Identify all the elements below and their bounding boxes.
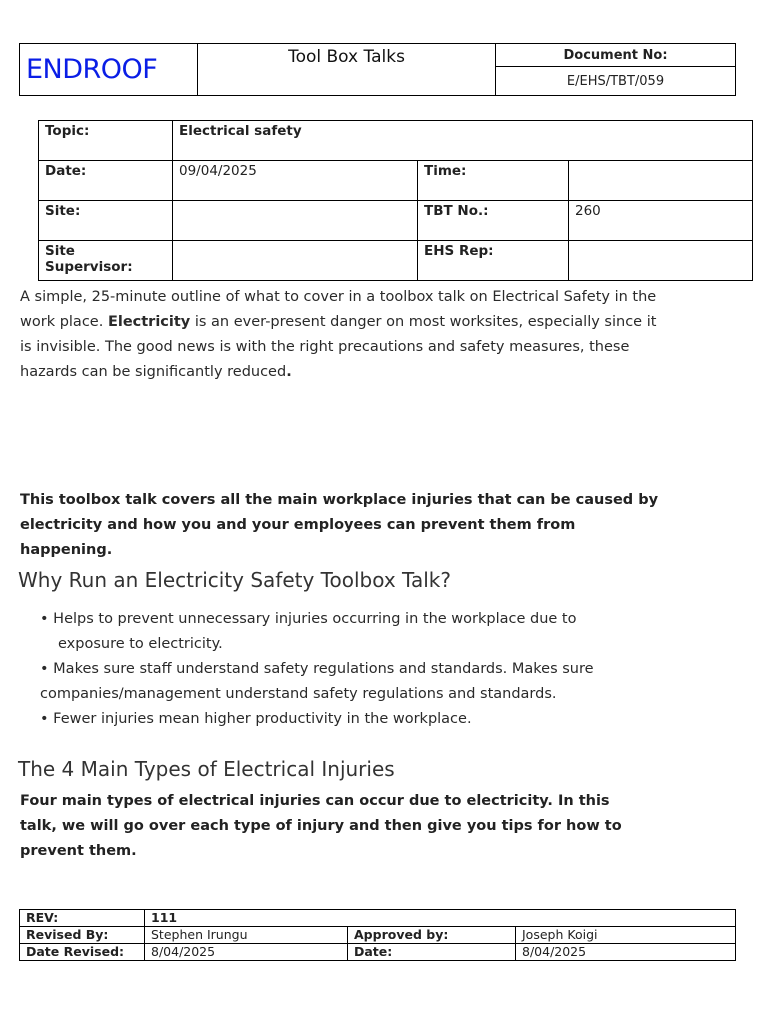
document-number-label: Document No: <box>496 44 736 67</box>
approval-date-label: Date: <box>348 944 516 961</box>
document-title: Tool Box Talks <box>198 44 496 96</box>
bullet-1-text-line-2: exposure to electricity. <box>58 636 223 652</box>
bullet-3-text: Fewer injuries mean higher productivity in the workplace. <box>53 711 472 727</box>
bullet-icon: • <box>40 711 49 727</box>
logo-cell <box>20 44 198 96</box>
bullet-2-text-line-2: companies/management understand safety regulations and standards. <box>40 686 557 702</box>
types-heading: The 4 Main Types of Electrical Injuries <box>18 757 395 781</box>
tbt-number-value: 260 <box>569 201 753 241</box>
intro-bold-word: Electricity <box>107 314 191 330</box>
date-revised-label: Date Revised: <box>20 944 145 961</box>
revised-by-value: Stephen Irungu <box>145 927 348 944</box>
bullet-icon: • <box>40 661 49 677</box>
time-label: Time: <box>418 161 569 201</box>
why-heading: Why Run an Electricity Safety Toolbox Talk? <box>18 568 451 592</box>
date-revised-value: 8/04/2025 <box>145 944 348 961</box>
site-label: Site: <box>39 201 173 241</box>
list-item <box>40 607 680 632</box>
list-item <box>40 707 680 732</box>
list-item <box>40 657 680 682</box>
bullet-1-text-line-1: Helps to prevent unnecessary injuries occurring in the workplace due to <box>53 611 577 627</box>
approval-date-value: 8/04/2025 <box>516 944 736 961</box>
intro-paragraph <box>20 285 660 385</box>
bullet-list <box>40 607 680 732</box>
tbt-number-label: TBT No.: <box>418 201 569 241</box>
revision-table <box>19 909 736 961</box>
rev-label: REV: <box>20 910 145 927</box>
approved-by-label: Approved by: <box>348 927 516 944</box>
ehs-rep-value <box>569 241 753 281</box>
rev-value: 111 <box>145 910 736 927</box>
document-number-value: E/EHS/TBT/059 <box>496 67 736 96</box>
topic-label: Topic: <box>39 121 173 161</box>
talk-info-table <box>38 120 753 281</box>
bullet-2-text-line-1: Makes sure staff understand safety regulations and standards. Makes sure <box>53 661 594 677</box>
company-logo: ENDROOF <box>26 54 158 85</box>
approved-by-value: Joseph Koigi <box>516 927 736 944</box>
time-value <box>569 161 753 201</box>
site-supervisor-label: Site Supervisor: <box>39 241 173 281</box>
types-paragraph: Four main types of electrical injuries can occur due to electricity. In this talk, we will go over each type of injury and then give you tips for how to prevent them. <box>20 793 622 859</box>
document-header <box>19 43 736 96</box>
bullet-icon: • <box>40 611 49 627</box>
topic-value: Electrical safety <box>173 121 753 161</box>
covers-paragraph: This toolbox talk covers all the main workplace injuries that can be caused by electricity and how you and your employees can prevent them from happening. <box>20 492 659 558</box>
site-value <box>173 201 418 241</box>
ehs-rep-label: EHS Rep: <box>418 241 569 281</box>
intro-end-mark: . <box>286 364 292 380</box>
date-label: Date: <box>39 161 173 201</box>
date-value: 09/04/2025 <box>173 161 418 201</box>
revised-by-label: Revised By: <box>20 927 145 944</box>
site-supervisor-value <box>173 241 418 281</box>
intro-text-2: is an ever-present danger on most worksites, especially since it is invisible. The good news is with the right precautions and safety measures, these hazards can be significantly reduced <box>20 314 657 380</box>
intro-text-1: A simple, 25-minute outline of what to cover in a toolbox talk on Electrical Safety in the work place. <box>20 289 657 330</box>
